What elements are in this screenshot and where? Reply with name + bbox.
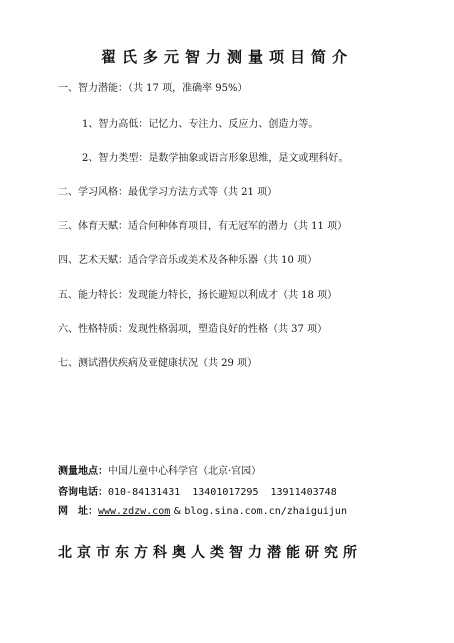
page-title: 翟氏多元智力测量项目简介 (100, 48, 353, 66)
phone-number-2: 13401017295 (192, 487, 259, 498)
item-health-test: 七、测试潜伏疾病及亚健康状况（共 29 项） (58, 358, 258, 369)
item-ability-strength: 五、能力特长：发现能力特长，扬长避短以利成才（共 18 项） (58, 290, 338, 301)
item-art-talent: 四、艺术天赋：适合学音乐或美术及各种乐器（共 10 项） (58, 255, 318, 266)
location-value: 中国儿童中心科学宫（北京·官园） (108, 466, 262, 477)
phone-number-3: 13911403748 (270, 487, 337, 498)
item-learning-style: 二、学习风格：最优学习方法方式等（共 21 项） (58, 187, 278, 198)
website-line (58, 505, 347, 519)
item-personality-traits: 六、性格特质：发现性格弱项，塑造良好的性格（共 37 项） (58, 324, 328, 335)
item-sports-talent: 三、体育天赋：适合何种体育项目，有无冠军的潜力（共 11 项） (58, 221, 348, 232)
phone-number-1: 010-84131431 (108, 487, 181, 498)
website-link[interactable]: www.zdzw.com (98, 506, 171, 517)
phone-line (58, 486, 337, 500)
institute-name: 北京市东方科奥人类智力潜能研究所 (58, 545, 362, 561)
item-intelligence-level: 1、智力高低：记忆力、专注力、反应力、创造力等。 (82, 119, 319, 130)
phone-label: 咨询电话： (58, 487, 108, 498)
blog-link[interactable]: blog.sina.com.cn/zhaiguijun (184, 506, 347, 517)
item-intelligence-potential: 一、智力潜能：（共 17 项，准确率 95%） (58, 83, 248, 94)
item-intelligence-type: 2、智力类型：是数学抽象或语言形象思维，是文或理科好。 (82, 153, 349, 164)
location-line (58, 465, 261, 479)
website-separator: & (170, 506, 185, 517)
location-label: 测量地点： (58, 466, 108, 477)
website-label: 网 址： (58, 506, 98, 517)
